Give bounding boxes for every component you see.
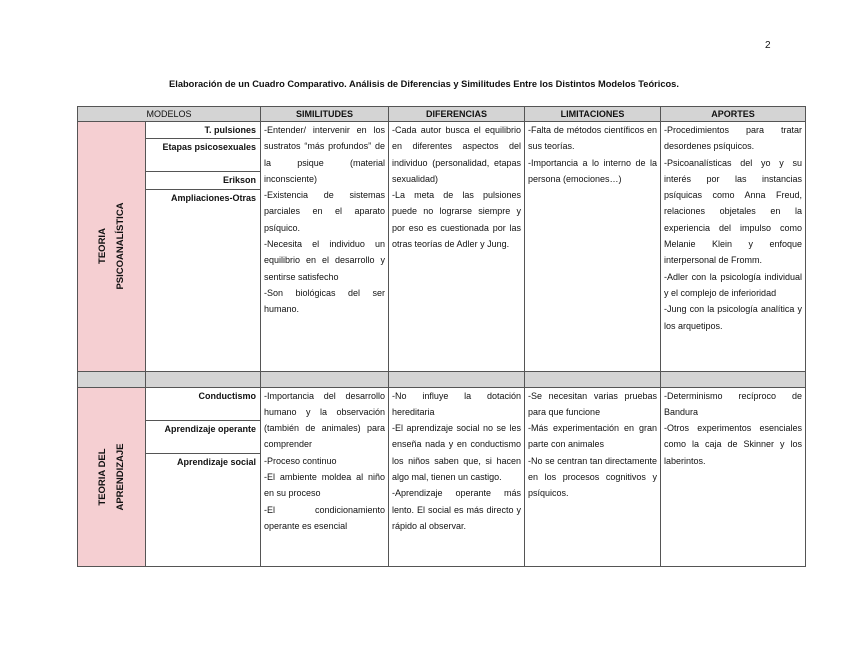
cell-line: -Otros experimentos esenciales como la caja de Skinner y los laberintos. (664, 423, 803, 466)
cell-line: -Importancia del desarrollo humano y la observación (también de animales) para comprender (264, 390, 386, 450)
cell-line: -Cada autor busca el equilibrio en diferentes aspectos del individuo (personalidad, etapas sexualidad) (392, 125, 522, 184)
sub-model: Etapas psicosexuales (146, 139, 261, 172)
table-row (78, 122, 806, 139)
sub-model: Aprendizaje social (146, 453, 261, 566)
group-label-line: TEORIA (96, 228, 108, 265)
header-diferencias: DIFERENCIAS (389, 107, 525, 122)
header-row (78, 107, 806, 122)
cell-similitudes (261, 387, 389, 566)
document-title: Elaboración de un Cuadro Comparativo. Análisis de Diferencias y Similitudes Entre los Distintos Modelos Teóricos. (169, 79, 679, 89)
cell-line: -Necesita el individuo un equilibrio en el desarrollo y sentirse satisfecho (264, 239, 386, 282)
cell-aportes (661, 122, 806, 372)
group-label-line: PSICOANALÍSTICA (114, 202, 126, 290)
cell-diferencias (389, 122, 525, 372)
cell-line: -Entender/ intervenir en los sustratos “más profundos” de la psique (material inconsciente) (264, 125, 386, 184)
cell-line: -El aprendizaje social no se les enseña nada y en conductismo los niños saben que, si hacen algo mal, tienen un castigo. (392, 423, 522, 483)
sub-model: T. pulsiones (146, 122, 261, 139)
cell-limitaciones (525, 122, 661, 372)
cell-line: -Existencia de sistemas parciales en el aparato psíquico. (264, 190, 386, 233)
page-number: 2 (765, 40, 771, 51)
group-label-psicoanalitica (78, 122, 146, 372)
cell-line: -Proceso continuo (264, 455, 337, 466)
cell-line: -Importancia a lo interno de la persona (emociones…) (528, 157, 658, 184)
cell-line: -La meta de las pulsiones puede no lograrse siempre y por eso es cuestionada por las otras teorías de Adler y Jung. (392, 190, 522, 250)
cell-line: -Determinismo recíproco de Bandura (664, 390, 803, 417)
cell-line: -Psicoanalísticas del yo y su interés por las instancias psíquicas como Anna Freud, relaciones objetales en la experiencia del impulso como Melanie Klein y enfoque interpersonal de Fromm. (664, 157, 803, 266)
cell-line: -Se necesitan varias pruebas para que funcione (528, 390, 658, 417)
header-similitudes: SIMILITUDES (261, 107, 389, 122)
cell-similitudes (261, 122, 389, 372)
cell-line: -Más experimentación en gran parte con animales (528, 423, 658, 450)
cell-line: -Procedimientos para tratar desordenes psíquicos. (664, 125, 803, 152)
cell-line: -No se centran tan directamente en los procesos cognitivos y psíquicos. (528, 455, 658, 499)
cell-limitaciones (525, 387, 661, 566)
sub-model: Conductismo (146, 387, 261, 420)
cell-line: -Jung con la psicología analítica y los arquetipos. (664, 304, 803, 331)
cell-line: -Son biológicas del ser humano. (264, 287, 386, 315)
group-label-aprendizaje (78, 387, 146, 566)
group-label-line: TEORIA DEL (96, 448, 108, 506)
separator-row (78, 371, 806, 387)
sub-model: Aprendizaje operante (146, 420, 261, 453)
cell-line: -No influye la dotación hereditaria (392, 390, 522, 417)
cell-line: -Adler con la psicología individual y el complejo de inferioridad (664, 271, 803, 298)
cell-diferencias (389, 387, 525, 566)
sub-model: Erikson (146, 172, 261, 189)
group-label-line: APRENDIZAJE (114, 443, 126, 511)
cell-line: -El ambiente moldea al niño en su proceso (264, 472, 386, 499)
cell-line: -Falta de métodos científicos en sus teorías. (528, 125, 658, 152)
header-limitaciones: LIMITACIONES (525, 107, 661, 122)
cell-aportes (661, 387, 806, 566)
sub-model: Ampliaciones-Otras (146, 189, 261, 371)
header-models: MODELOS (78, 107, 261, 122)
cell-line: -Aprendizaje operante más lento. El social es más directo y rápido al observar. (392, 488, 522, 531)
header-aportes: APORTES (661, 107, 806, 122)
table-row (78, 387, 806, 420)
cell-line: -El condicionamiento operante es esencial (264, 504, 386, 531)
comparison-table (77, 106, 806, 567)
